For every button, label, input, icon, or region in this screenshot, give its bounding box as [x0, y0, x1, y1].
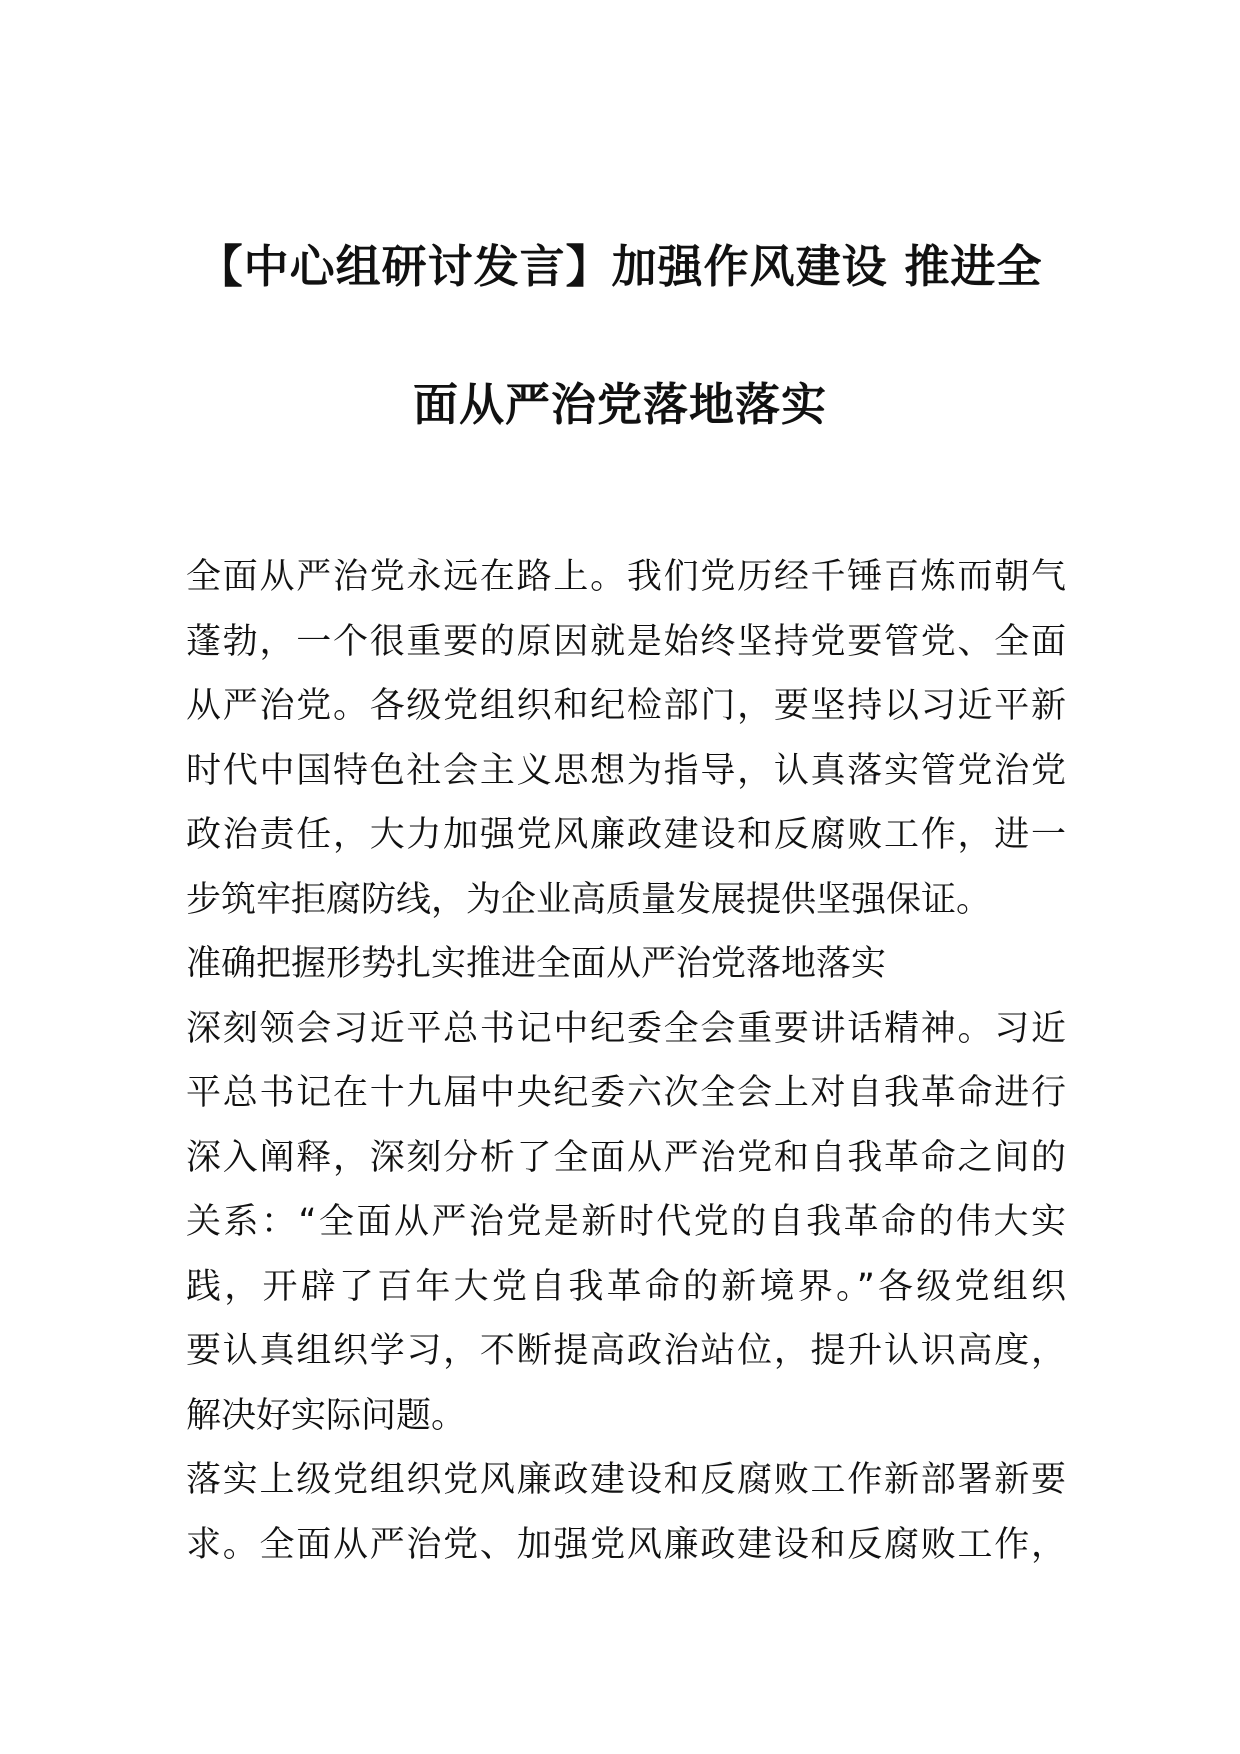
body-line: 步筑牢拒腐防线，为企业高质量发展提供坚强保证。 [186, 879, 992, 920]
body-line: 蓬勃，一个很重要的原因就是始终坚持党要管党、全面 [186, 621, 1066, 662]
section-heading: 准确把握形势扎实推进全面从严治党落地落实 [186, 944, 887, 984]
body-line: 全面从严治党永远在路上。我们党历经千锤百炼而朝气 [186, 557, 1066, 597]
body-line: 平总书记在十九届中央纪委六次全会上对自我革命进行 [186, 1073, 1066, 1113]
document-title [150, 198, 1090, 474]
body-line: 要认真组织学习，不断提高政治站位，提升认识高度， [186, 1331, 1066, 1371]
document-body [186, 545, 1066, 1577]
body-line: 从严治党。各级党组织和纪检部门，要坚持以习近平新 [186, 686, 1066, 726]
title-line-2: 面从严治党落地落实 [412, 378, 827, 431]
title-line-1: 【中心组研讨发言】加强作风建设 推进全 [197, 240, 1043, 293]
body-line: 践，开辟了百年大党自我革命的新境界。”各级党组织 [186, 1266, 1066, 1307]
body-line: 时代中国特色社会主义思想为指导，认真落实管党治党 [186, 750, 1066, 791]
body-line: 深刻领会习近平总书记中纪委全会重要讲话精神。习近 [186, 1008, 1066, 1049]
body-line: 政治责任，大力加强党风廉政建设和反腐败工作，进一 [186, 815, 1066, 855]
body-line: 解决好实际问题。 [186, 1395, 467, 1436]
body-line: 深入阐释，深刻分析了全面从严治党和自我革命之间的 [186, 1137, 1066, 1178]
body-line: 关系：“全面从严治党是新时代党的自我革命的伟大实 [186, 1202, 1066, 1242]
body-line: 求。全面从严治党、加强党风廉政建设和反腐败工作， [186, 1524, 1066, 1565]
body-line: 落实上级党组织党风廉政建设和反腐败工作新部署新要 [186, 1460, 1066, 1500]
